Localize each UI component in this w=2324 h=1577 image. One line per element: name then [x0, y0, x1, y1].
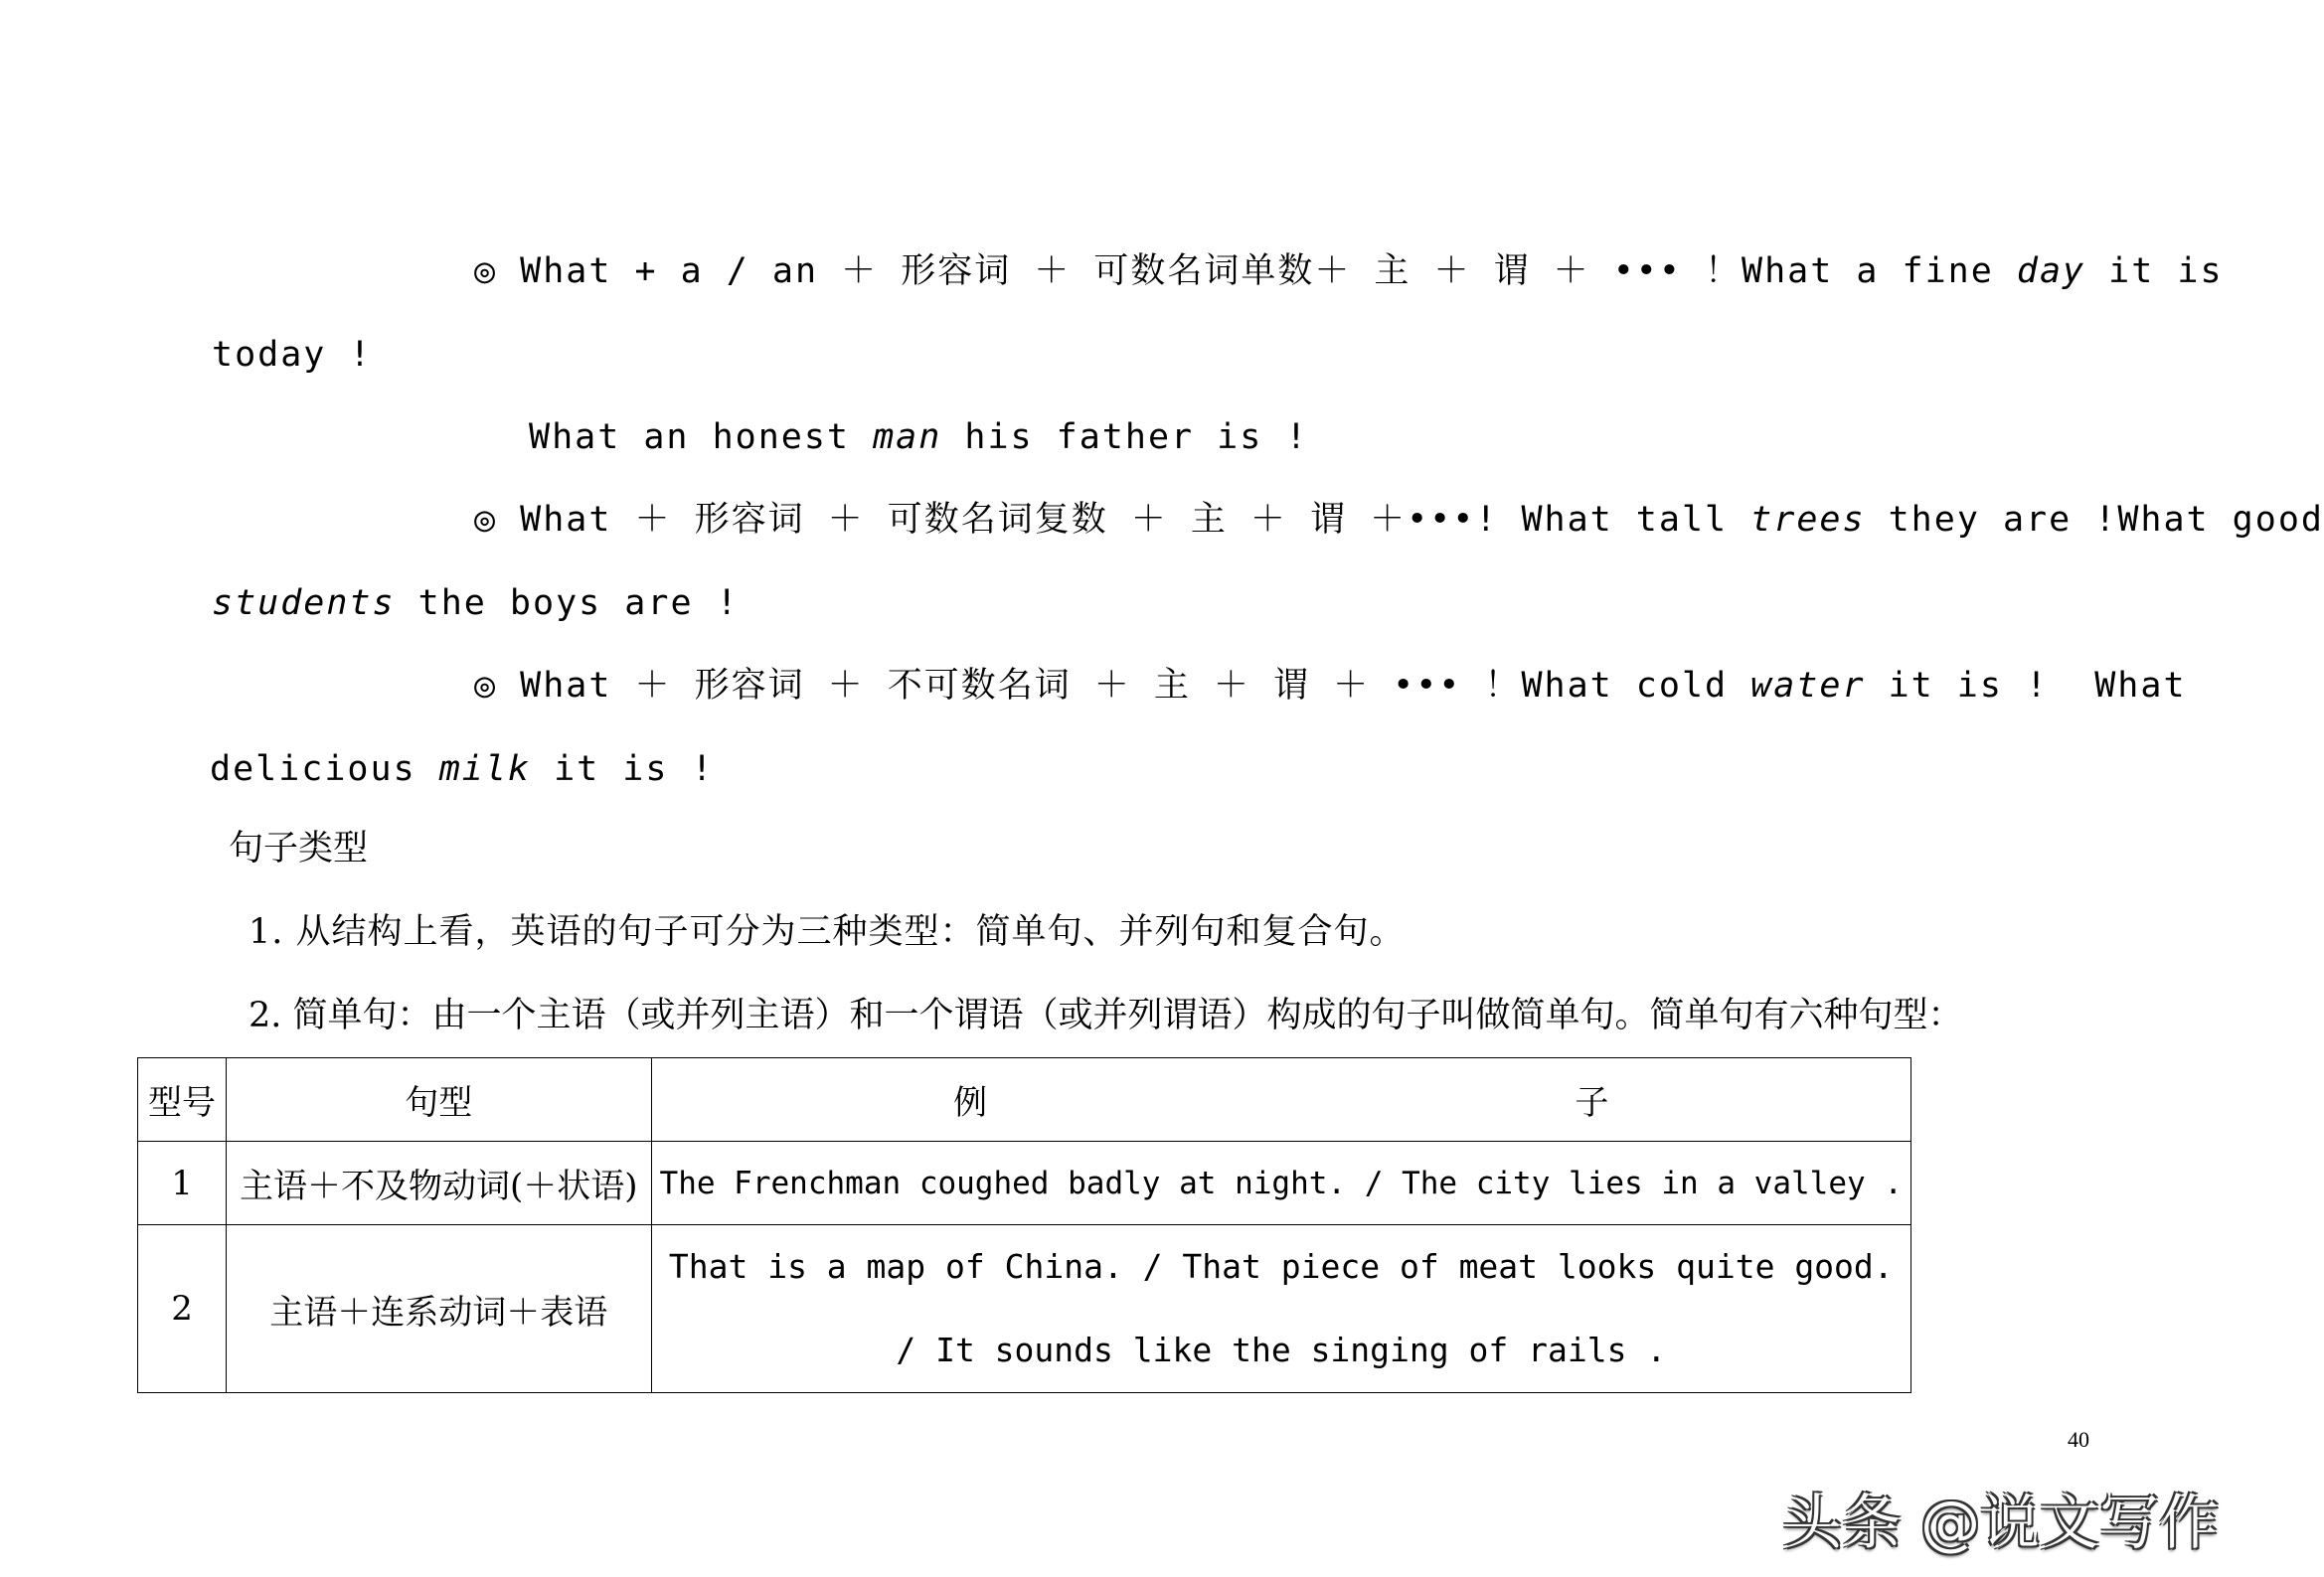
row-number: 1: [138, 1142, 227, 1225]
rule1-keyword-1: day: [2016, 251, 2086, 291]
rule2-keyword-2: students: [212, 583, 396, 623]
rule3-keyword-1: water: [1750, 666, 1866, 706]
rule3-pattern: ◎ What ＋ 形容词 ＋ 不可数名词 ＋ 主 ＋ 谓 ＋ ••• ！: [474, 666, 1522, 706]
section-point-2: 2. 简单句：由一个主语（或并列主语）和一个谓语（或并列谓语）构成的句子叫做简单句。简单句有六种句型：: [249, 996, 1963, 1035]
header-example-part2: 子: [1575, 1083, 1609, 1123]
header-example-part1: 例: [953, 1083, 988, 1123]
rule3-continuation: delicious milk it is !: [210, 749, 715, 789]
watermark: 头条 @说文写作: [1782, 1489, 2220, 1558]
page-number: 40: [2068, 1427, 2089, 1452]
rule1-example-2: What an honest man his father is !: [529, 417, 1309, 457]
row-example-line-2: / It sounds like the singing of rails .: [896, 1331, 1667, 1369]
table-row: [138, 1225, 1911, 1393]
rule2-continuation: students the boys are !: [212, 583, 740, 623]
row-number: 2: [138, 1225, 227, 1393]
table-header-row: [138, 1058, 1911, 1142]
table-row: [138, 1142, 1911, 1225]
rule3-example-1: What cold water it is ! What: [1521, 666, 2187, 706]
rule1-example-1: What a fine day it is: [1742, 251, 2224, 291]
rule3-line: [474, 662, 2187, 710]
rule1-keyword-2: man: [873, 417, 942, 457]
row-pattern: 主语＋连系动词＋表语: [227, 1225, 651, 1393]
rule1-continuation: today !: [212, 335, 373, 375]
row-example: [651, 1225, 1910, 1393]
row-example: The Frenchman coughed badly at night. / The city lies in a valley .: [651, 1142, 1910, 1225]
rule2-example-1: What tall trees they are !What good: [1498, 500, 2324, 540]
rule2-keyword-1: trees: [1750, 500, 1866, 540]
header-example: [651, 1058, 1910, 1142]
rule2-line: [474, 496, 2324, 544]
sentence-pattern-table: [137, 1057, 1911, 1393]
row-example-line-1: That is a map of China. / That piece of meat looks quite good.: [668, 1247, 1894, 1286]
row-pattern: 主语＋不及物动词(＋状语): [227, 1142, 651, 1225]
header-pattern: 句型: [227, 1058, 651, 1142]
rule2-pattern: ◎ What ＋ 形容词 ＋ 可数名词复数 ＋ 主 ＋ 谓 ＋•••!: [474, 500, 1499, 540]
section-point-1: 1. 从结构上看，英语的句子可分为三种类型：简单句、并列句和复合句。: [249, 912, 1406, 952]
section-heading: 句子类型: [229, 829, 369, 868]
rule3-keyword-2: milk: [438, 749, 532, 789]
rule1-line: [474, 247, 2224, 295]
rule1-pattern: ◎ What + a / an ＋ 形容词 ＋ 可数名词单数＋ 主 ＋ 谓 ＋ ••• ！: [474, 251, 1743, 291]
header-type-number: 型号: [138, 1058, 227, 1142]
